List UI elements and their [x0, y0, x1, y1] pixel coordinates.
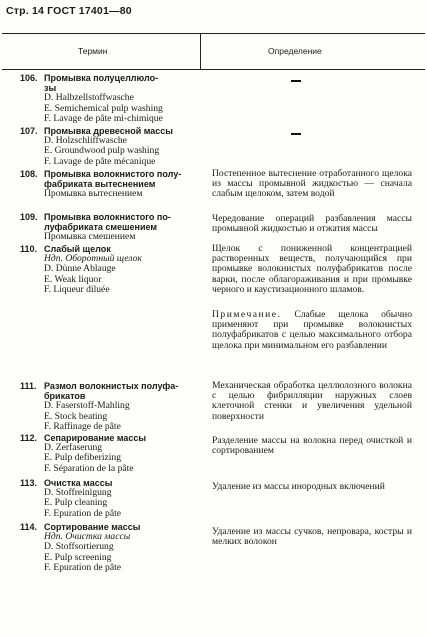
term-title: Промывка полуцеллюло- — [44, 73, 159, 83]
term-english: E. Pulp cleaning — [44, 497, 108, 509]
term-number: 113. — [20, 478, 38, 488]
term-french: F. Lavage de pâte mi-chimique — [44, 112, 163, 124]
term-french: F. Epuration de pâte — [44, 507, 122, 519]
term-title: Промывка волокнистого полу- — [44, 169, 182, 179]
term-number: 109. — [20, 212, 38, 222]
term-synonym: Промывка вытеснением — [44, 188, 143, 200]
definition-114: Удаление из массы сучков, непровара, костры и мелких волокон — [212, 526, 412, 548]
term-title-cont: зы — [44, 83, 57, 94]
note-text: Слабые щелока обычно применяют при промывке волокнистых полуфабрикатов с целью максимального отбора щелока при минимальном его разбавлении — [212, 309, 412, 351]
term-synonym: Промывка смешением — [44, 231, 136, 243]
term-german: D. Faserstoff-Mahling — [44, 400, 130, 412]
term-deprecated: Ндп. Очистка массы — [44, 531, 131, 543]
term-number: 114. — [20, 522, 38, 532]
term-french: F. Liqueur diluée — [44, 283, 110, 295]
term-english: E. Pulp screening — [44, 551, 112, 563]
term-title: Сортирование массы — [44, 522, 141, 532]
term-number: 107. — [20, 126, 38, 136]
term-title: Слабый щелок — [44, 244, 111, 254]
term-english: E. Weak liquor — [44, 273, 102, 285]
term-english: E. Pulp defiberizing — [44, 452, 121, 464]
definition-113: Удаление из массы инородных включений — [212, 481, 385, 492]
term-german: D. Stoffsortierung — [44, 541, 114, 553]
term-entry-113 — [20, 478, 206, 519]
term-entry-108 — [20, 169, 206, 200]
term-title-cont: брикатов — [44, 391, 86, 402]
definition-109: Чередование операций разбавления массы промывной жидкостью и отжатия массы — [212, 213, 412, 235]
term-number: 110. — [20, 244, 38, 254]
definition-110: Щелок с пониженной концентрацией растворенных веществ, получающийся при промывке волокнистых полуфабрикатов после варки, после облагораживания и при промывке черного и каустизационного шламов. — [212, 243, 412, 295]
definition-dash-107 — [291, 133, 301, 135]
term-number: 106. — [20, 73, 38, 83]
term-german: D. Zerfaserung — [44, 442, 103, 454]
term-title: Очистка массы — [44, 478, 113, 488]
term-german: D. Holzschliffwasche — [44, 135, 127, 147]
term-entry-112 — [20, 433, 206, 474]
term-number: 111. — [20, 381, 37, 391]
term-french: F. Séparation de la pâte — [44, 462, 134, 474]
note-label: Примечание. — [212, 309, 282, 320]
term-french: F. Raffinage de pâte — [44, 420, 121, 432]
term-german: D. Dünne Ablauge — [44, 263, 116, 275]
page-header: Стр. 14 ГОСТ 17401—80 — [6, 5, 132, 17]
term-entry-110 — [20, 244, 206, 295]
term-english: E. Groundwood pulp washing — [44, 145, 160, 157]
term-title: Промывка древесной массы — [44, 126, 173, 136]
term-title: Сепарирование массы — [44, 433, 147, 443]
definition-110-note — [212, 310, 412, 351]
definition-108: Постепенное вытеснение отработанного щелока из массы промывной жидкостью — сначала слабым щелоком, затем водой — [212, 168, 412, 200]
term-french: F. Lavage de pâte mécanique — [44, 155, 156, 167]
term-entry-109 — [20, 212, 206, 243]
term-title-cont: луфабриката смешением — [44, 222, 158, 233]
table-top-rule — [2, 33, 425, 34]
term-number: 112. — [20, 433, 38, 443]
definition-dash-106 — [291, 80, 301, 82]
term-english: E. Semichemical pulp washing — [44, 102, 163, 114]
term-french: F. Epuration de pâte — [44, 561, 122, 573]
term-number: 108. — [20, 169, 38, 179]
term-title-cont: фабриката вытеснением — [44, 179, 156, 190]
definition-112: Разделение массы на волокна перед очисткой и сортированием — [212, 435, 412, 457]
term-entry-107 — [20, 126, 206, 167]
term-title: Размол волокнистых полуфа- — [44, 381, 179, 391]
term-entry-111 — [20, 381, 206, 432]
column-divider — [200, 33, 201, 69]
term-title: Промывка волокнистого по- — [44, 212, 171, 222]
term-german: D. Halbzellstoffwasche — [44, 92, 134, 104]
term-english: E. Stock beating — [44, 410, 108, 422]
column-header-definition: Определение — [268, 46, 322, 56]
term-german: D. Stoffreinigung — [44, 487, 112, 499]
definition-111: Механическая обработка целлюлозного волокна с целью фибрилляции наружных слоев клеточной стенки и увеличения удельной поверхности — [212, 380, 412, 422]
term-entry-114 — [20, 522, 206, 573]
term-entry-106 — [20, 73, 206, 124]
term-deprecated: Ндп. Оборотный щелок — [44, 253, 142, 265]
table-header-rule — [2, 69, 425, 70]
column-header-term: Термин — [78, 46, 108, 56]
